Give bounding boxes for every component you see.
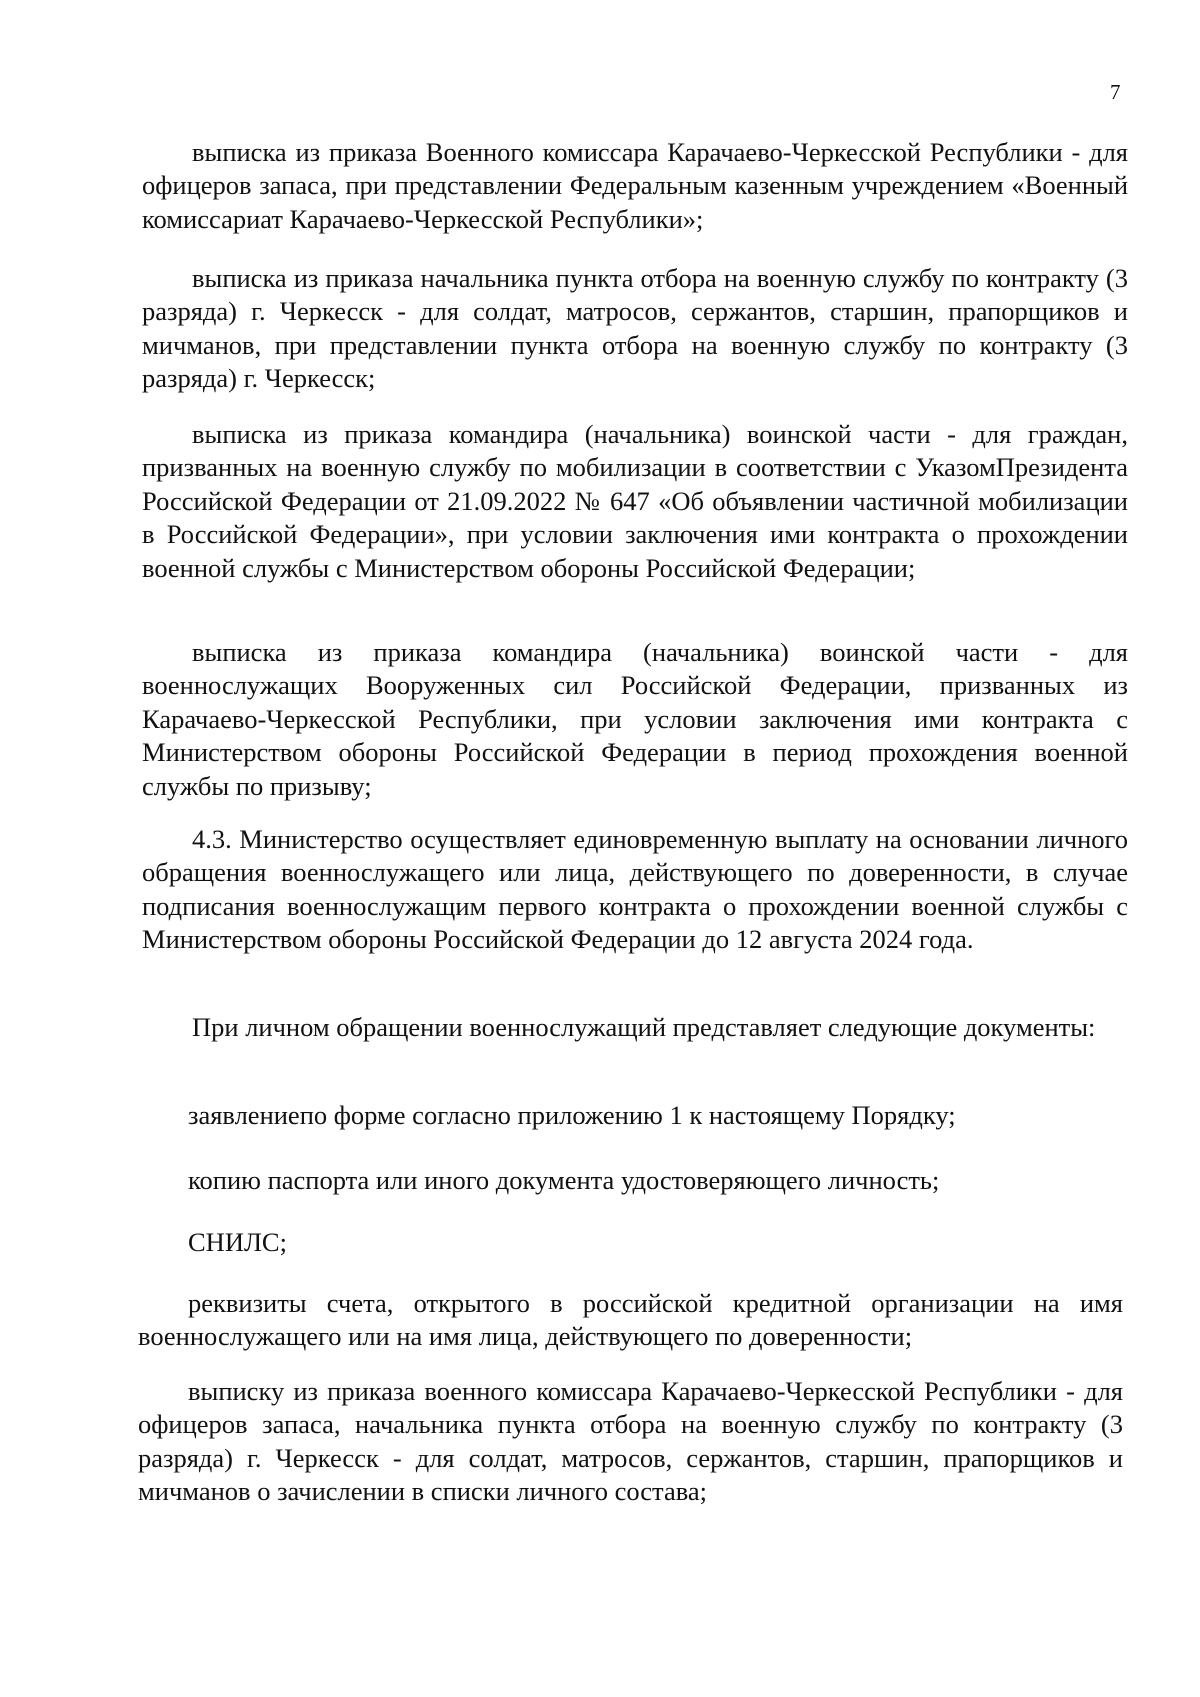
paragraph-extract-conscripts: выписка из приказа командира (начальника) воинской части - для военнослужащих Вооруженных сил Российской Федерации, призванных из Карачаево-Черкесской Республики, при условии заключения ими контракта с Министерством обороны Российской Федерации в период прохождения военной службы по призыву; bbox=[142, 637, 1128, 801]
list-item-application: заявлениепо форме согласно приложению 1 к настоящему Порядку; bbox=[188, 1100, 956, 1130]
list-item-order-extract: выписку из приказа военного комиссара Карачаево-Черкесской Республики - для офицеров запаса, начальника пункта отбора на военную службу по контракту (3 разряда) г. Черкесск - для солдат, матросов, сержантов, старшин, прапорщиков и мичманов о зачислении в списки личного состава; bbox=[138, 1376, 1123, 1507]
list-item-passport: копию паспорта или иного документа удостоверяющего личность; bbox=[188, 1165, 940, 1195]
page-number: 7 bbox=[1110, 80, 1121, 104]
paragraph-section-4-3: 4.3. Министерство осуществляет единовременную выплату на основании личного обращения военнослужащего или лица, действующего по доверенности, в случае подписания военнослужащим первого контракта о прохождении военной службы с Министерством обороны Российской Федерации до 12 августа 2024 года. bbox=[142, 824, 1128, 955]
list-item-snils: СНИЛС; bbox=[188, 1227, 287, 1257]
paragraph-extract-mobilized: выписка из приказа командира (начальника) воинской части - для граждан, призванных на военную службу по мобилизации в соответствии с УказомПрезидента Российской Федерации от 21.09.2022 № 647 «Об объявлении частичной мобилизации в Российской Федерации», при условии заключения ими контракта о прохождении военной службы с Министерством обороны Российской Федерации; bbox=[142, 419, 1128, 583]
paragraph-documents-intro: При личном обращении военнослужащий представляет следующие документы: bbox=[192, 1012, 1096, 1042]
paragraph-extract-selection-point: выписка из приказа начальника пункта отбора на военную службу по контракту (3 разряда) г. Черкесск - для солдат, матросов, сержантов, старшин, прапорщиков и мичманов, при представлении пункта отбора на военную службу по контракту (3 разряда) г. Черкесск; bbox=[142, 263, 1128, 394]
paragraph-extract-military-commissar: выписка из приказа Военного комиссара Карачаево-Черкесской Республики - для офицеров запаса, при представлении Федеральным казенным учреждением «Военный комиссариат Карачаево-Черкесской Республики»; bbox=[142, 137, 1128, 234]
list-item-bank-details: реквизиты счета, открытого в российской кредитной организации на имя военнослужащего или на имя лица, действующего по доверенности; bbox=[138, 1288, 1123, 1352]
